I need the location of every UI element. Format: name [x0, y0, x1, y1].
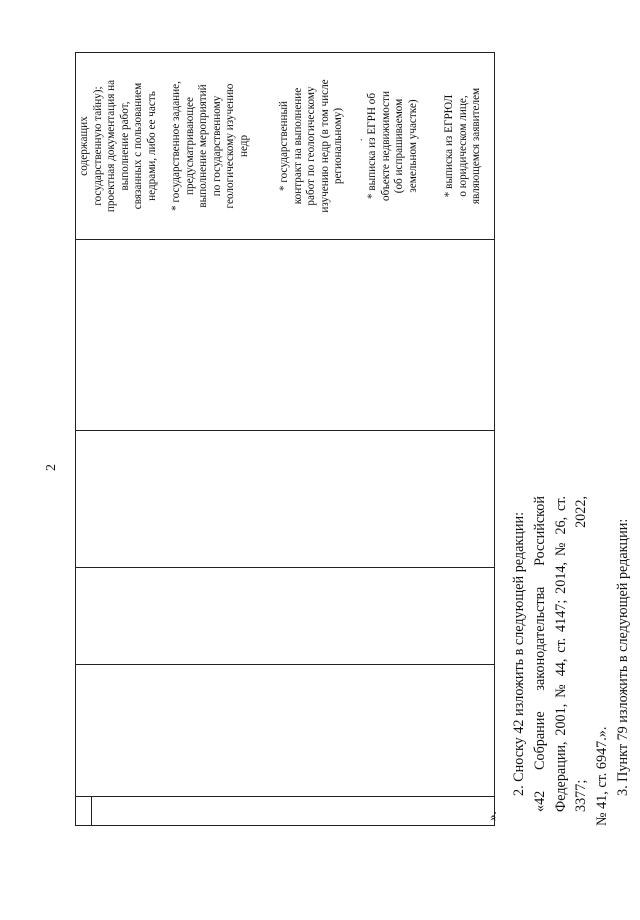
cell-line: предусматривающее — [183, 97, 196, 195]
cell-line: являющемся заявителем — [470, 87, 483, 205]
cell-line: выполнение мероприятий — [197, 84, 210, 208]
footnote-line: «42 Собрание законодательства Российской Федерации, 2001, № 44, ст. 4147; 2014, № 26, ст. 3377; 2022, — [531, 496, 590, 812]
cell-line: о юридическом лице, — [456, 95, 469, 197]
cell-line: контракт на выполнение — [291, 87, 304, 205]
regulation-table — [75, 52, 499, 826]
cell-line: содержащих — [78, 116, 90, 176]
amendment-item-heading: 2. Сноску 42 изложить в следующей редакции: — [511, 511, 527, 796]
amendment-notes — [509, 496, 629, 826]
cell-line: недрами, либо ее часть — [145, 91, 158, 201]
cell-line: * государственный — [278, 100, 290, 192]
table-cell-documents — [76, 53, 494, 240]
closing-quote: ». — [484, 811, 499, 821]
table-row-divider — [76, 797, 92, 825]
cell-line: региональному) — [332, 107, 345, 185]
cell-line: проектная документация на — [105, 79, 118, 213]
table-column-divider — [76, 567, 494, 568]
table-column-divider — [76, 664, 494, 665]
footnote-text-continued: № 41, ст. 6947.». — [594, 726, 611, 826]
cell-line: * выписка из ЕГРН об — [366, 92, 378, 200]
cell-line: работ по геологическому — [305, 86, 318, 206]
cell-line: объекте недвижимости — [379, 91, 392, 201]
stray-dot: . — [354, 138, 365, 141]
cell-line: изучению недр (в том числе — [318, 79, 331, 213]
document-list-block — [443, 53, 484, 239]
document-list-block — [170, 53, 252, 239]
table-column-divider — [76, 796, 494, 797]
cell-line: связанных с пользованием — [132, 82, 145, 210]
cell-line: (об испрашиваемом — [393, 98, 406, 194]
cell-line: * государственное задание, — [170, 81, 182, 211]
footnote-text — [530, 496, 592, 826]
cell-line: государственную тайну); — [91, 86, 104, 206]
cell-line: земельном участке) — [406, 99, 419, 193]
document-list-block — [366, 53, 420, 239]
cell-line: недр — [237, 134, 250, 158]
cell-line: * выписка из ЕГРЮЛ — [443, 94, 455, 198]
document-list-block — [78, 53, 160, 239]
cell-line: по государственному — [210, 95, 223, 197]
table-column-divider — [76, 430, 494, 431]
cell-line: геологическому изучению — [224, 83, 237, 209]
document-list-block — [278, 53, 346, 239]
cell-line: выполнение работ, — [118, 101, 131, 191]
amendment-item-heading: 3. Пункт 79 изложить в следующей редакции: — [614, 518, 631, 796]
page-number: 2 — [44, 464, 59, 471]
